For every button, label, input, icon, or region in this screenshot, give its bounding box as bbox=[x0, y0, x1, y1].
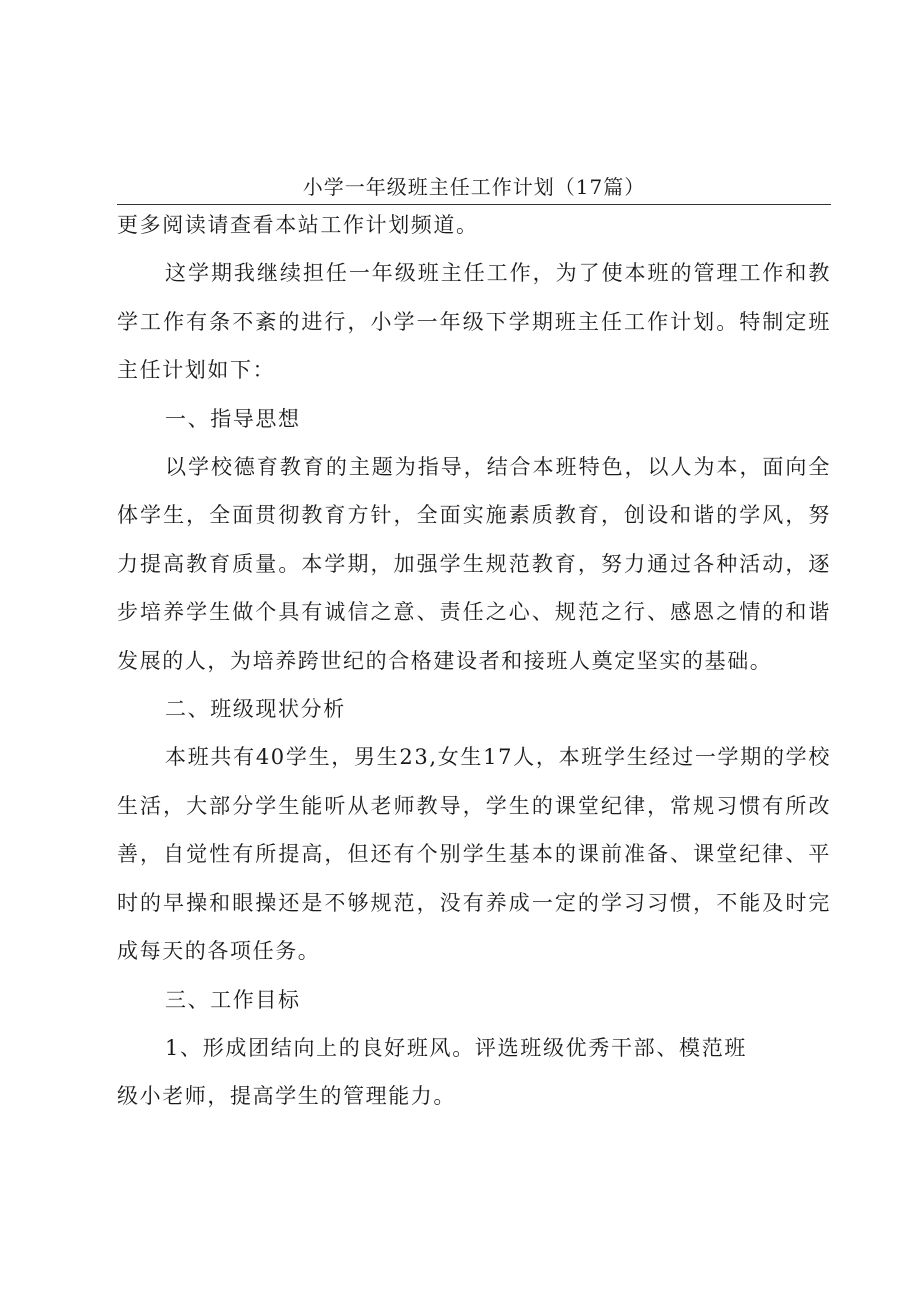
paragraph-opening: 这学期我继续担任一年级班主任工作，为了使本班的管理工作和教学工作有条不紊的进行，小学一年级下学期班主任工作计划。特制定班主任计划如下： bbox=[117, 261, 831, 383]
intro-line: 更多阅读请查看本站工作计划频道。 bbox=[117, 213, 479, 237]
section-heading-work-goals: 三、工作目标 bbox=[165, 987, 301, 1012]
paragraph-guiding-ideology: 以学校德育教育的主题为指导，结合本班特色，以人为本，面向全体学生，全面贯彻教育方针，全面实施素质教育，创设和谐的学风，努力提高教育质量。本学期，加强学生规范教育，努力通过各种活动，逐步培养学生做个具有诚信之意、责任之心、规范之行、感恩之情的和谐发展的人，为培养跨世纪的合格建设者和接班人奠定坚实的基础。 bbox=[117, 455, 831, 673]
section-heading-guiding-ideology: 一、指导思想 bbox=[165, 406, 301, 431]
paragraph-work-goal-1: 1、形成团结向上的良好班风。评选班级优秀干部、模范班级小老师，提高学生的管理能力。 bbox=[117, 1035, 747, 1109]
document-body bbox=[117, 201, 831, 1121]
section-heading-class-analysis: 二、班级现状分析 bbox=[165, 697, 346, 722]
paragraph-class-analysis: 本班共有40学生，男生23,女生17人，本班学生经过一学期的学校生活，大部分学生能听从老师教导，学生的课堂纪律，常规习惯有所改善，自觉性有所提高，但还有个别学生基本的课前准备、课堂纪律、平时的早操和眼操还是不够规范，没有养成一定的学习习惯，不能及时完成每天的各项任务。 bbox=[117, 745, 831, 964]
document-title: 小学一年级班主任工作计划（17篇） bbox=[117, 172, 831, 205]
